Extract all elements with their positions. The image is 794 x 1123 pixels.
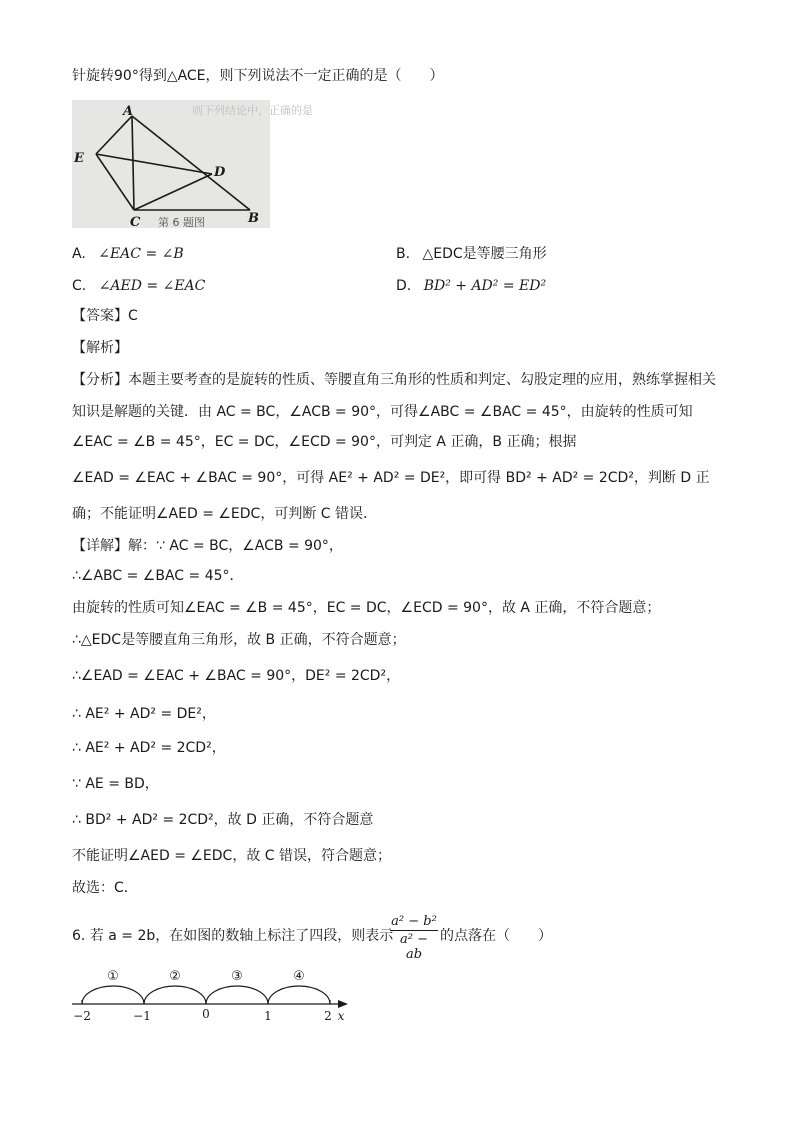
detail-line: ∴ AE² + AD² = DE²， [72, 706, 216, 722]
option-c-letter: C. [72, 278, 87, 294]
number-line [66, 966, 356, 1030]
point-label-a: A [123, 104, 134, 119]
segment-arc-2 [144, 986, 206, 1004]
point-label-e: E [74, 151, 84, 166]
fraction-denominator: a² − ab [400, 932, 428, 962]
option-a[interactable] [72, 244, 184, 264]
segment-label: ④ [293, 969, 305, 984]
axis-label: x [337, 1009, 345, 1023]
option-a-letter: A. [72, 246, 86, 262]
analysis-line: ∠EAD = ∠EAC + ∠BAC = 90°，可得 AE² + AD² = DE²，即可得 BD² + AD² = 2CD²，判断 D 正 [72, 470, 710, 486]
analysis-line: 知识是解题的关键．由 AC = BC，∠ACB = 90°，可得∠ABC = ∠BAC = 45°，由旋转的性质可知 [72, 404, 693, 420]
detail-line: 不能证明∠AED = ∠EDC，故 C 错误，符合题意； [72, 848, 392, 864]
triangle-figure [72, 100, 313, 230]
detail-line: ∴ BD² + AD² = 2CD²，故 D 正确，不符合题意 [72, 812, 374, 828]
segment-label: ② [169, 969, 181, 984]
segment-label: ① [107, 969, 119, 984]
tick-label: 2 [324, 1009, 332, 1023]
detail-line: ∴△EDC是等腰直角三角形，故 B 正确，不符合题意； [72, 632, 406, 648]
segment-label: ③ [231, 969, 243, 984]
segment-arc-1 [82, 986, 144, 1004]
point-label-b: B [248, 211, 259, 226]
number-line-diagram [66, 966, 356, 1026]
segment-arc-3 [206, 986, 268, 1004]
analysis-line: ∠EAC = ∠B = 45°，EC = DC，∠ECD = 90°，可判定 A 正确，B 正确；根据 [72, 434, 577, 450]
option-d[interactable] [396, 276, 546, 296]
answer-value: C [128, 308, 138, 324]
q6-fraction [390, 914, 438, 962]
analysis-line: 确；不能证明∠AED = ∠EDC，可判断 C 错误． [72, 506, 378, 522]
axis-arrow-icon [338, 1000, 348, 1008]
option-d-text: BD² + AD² = ED² [423, 278, 547, 294]
analysis-line: 【分析】本题主要考查的是旋转的性质、等腰直角三角形的性质和判定、勾股定理的应用，熟练掌握相关 [72, 372, 716, 388]
q6-stem-end: 的点落在（ ） [440, 928, 552, 944]
option-d-letter: D. [396, 278, 412, 294]
detail-line: 【详解】解：∵ AC = BC，∠ACB = 90°， [72, 538, 343, 554]
option-c[interactable] [72, 276, 205, 296]
tick-label: 0 [202, 1007, 210, 1021]
detail-line: ∴∠EAD = ∠EAC + ∠BAC = 90°，DE² = 2CD²， [72, 668, 401, 684]
detail-line: 由旋转的性质可知∠EAC = ∠B = 45°，EC = DC，∠ECD = 90°，故 A 正确，不符合题意； [72, 600, 661, 616]
tick-label: −1 [133, 1009, 151, 1023]
point-label-c: C [130, 215, 141, 230]
option-c-text: ∠AED = ∠EAC [98, 278, 206, 294]
option-a-text: ∠EAC = ∠B [98, 246, 184, 262]
detail-line: ∴ AE² + AD² = 2CD²， [72, 740, 226, 756]
option-b-text: △EDC是等腰三角形 [422, 246, 547, 262]
point-label-d: D [214, 165, 226, 180]
figure-bg-text: 则下列结论中，正确的是 [192, 104, 313, 117]
triangle-diagram [72, 100, 313, 230]
tick-label: −2 [73, 1009, 91, 1023]
option-b-letter: B. [396, 246, 411, 262]
option-b[interactable] [396, 244, 547, 264]
question-stem: 针旋转90°得到△ACE，则下列说法不一定正确的是（ ） [72, 68, 444, 84]
detail-line: ∵ AE = BD， [72, 776, 159, 792]
figure-caption: 第 6 题图 [158, 216, 205, 229]
analysis-label: 【解析】 [72, 340, 128, 356]
segment-arc-4 [268, 986, 330, 1004]
tick-label: 1 [264, 1009, 272, 1023]
fraction-numerator: a² − b² [391, 914, 437, 929]
answer-line [72, 306, 138, 326]
q6-stem-start: 6. 若 a = 2b，在如图的数轴上标注了四段，则表示 [72, 928, 394, 944]
detail-line: 故选：C． [72, 880, 138, 896]
detail-line: ∴∠ABC = ∠BAC = 45°． [72, 568, 244, 584]
answer-label: 【答案】 [72, 308, 128, 324]
